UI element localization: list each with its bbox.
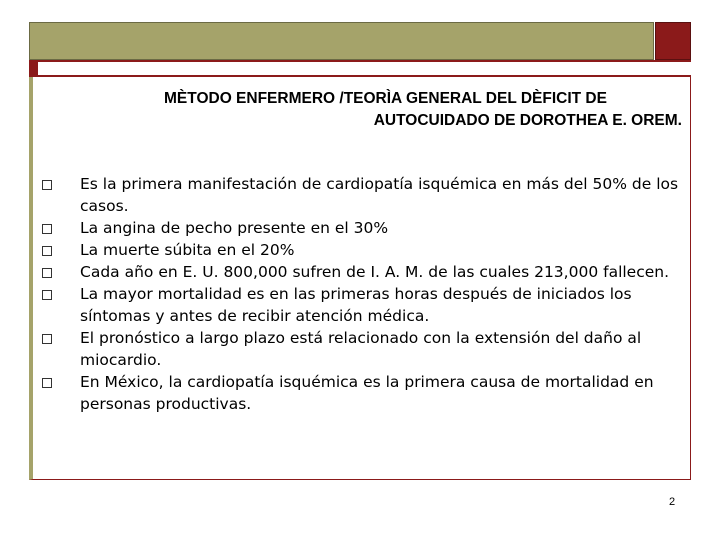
hollow-square-icon	[42, 268, 52, 278]
list-item	[42, 283, 682, 327]
bullet-text: Es la primera manifestación de cardiopatía isquémica en más del 50% de los casos.	[80, 175, 679, 215]
list-item	[42, 173, 682, 217]
list-item	[42, 327, 682, 371]
corner-box	[655, 22, 691, 60]
hollow-square-icon	[42, 290, 52, 300]
bullet-list	[42, 173, 682, 415]
bullet-text: El pronóstico a largo plazo está relacionado con la extensión del daño al miocardio.	[80, 329, 642, 369]
hollow-square-icon	[42, 180, 52, 190]
list-item	[42, 371, 682, 415]
hollow-square-icon	[42, 224, 52, 234]
bullet-text: La angina de pecho presente en el 30%	[80, 219, 389, 237]
hollow-square-icon	[42, 378, 52, 388]
header-bar	[29, 22, 654, 60]
title-line-1: MÈTODO ENFERMERO /TEORÌA GENERAL DEL DÈFICIT DE	[164, 90, 607, 107]
bullet-text: La mayor mortalidad es en las primeras horas después de iniciados los síntomas y antes de recibir atención médica.	[80, 285, 632, 325]
bullet-text: Cada año en E. U. 800,000 sufren de I. A. M. de las cuales 213,000 fallecen.	[80, 263, 670, 281]
page-number: 2	[669, 496, 676, 508]
list-item	[42, 239, 682, 261]
list-item	[42, 261, 682, 283]
title-line-2: AUTOCUIDADO DE DOROTHEA E. OREM.	[373, 112, 682, 129]
list-item	[42, 217, 682, 239]
bullet-text: La muerte súbita en el 20%	[80, 241, 295, 259]
bullet-text: En México, la cardiopatía isquémica es la primera causa de mortalidad en personas productivas.	[80, 373, 654, 413]
hollow-square-icon	[42, 334, 52, 344]
hollow-square-icon	[42, 246, 52, 256]
slide-title	[60, 88, 682, 132]
accent-strip-inner	[38, 62, 691, 75]
